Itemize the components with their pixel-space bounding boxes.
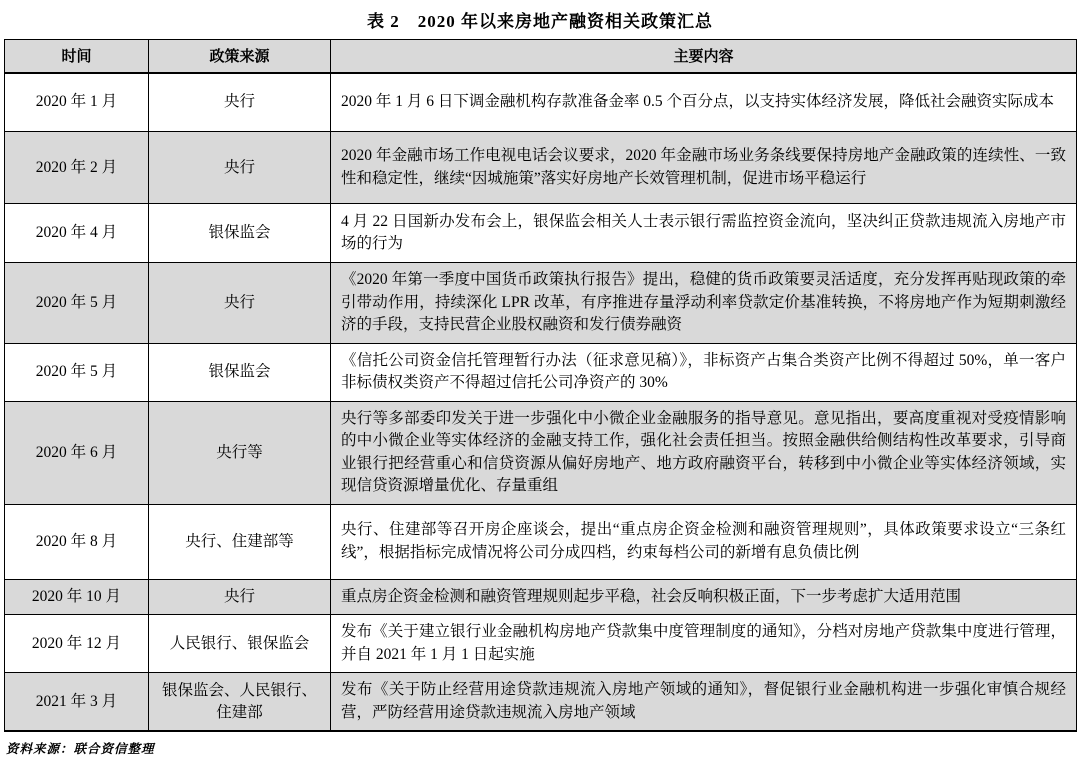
content-cell: 《信托公司资金信托管理暂行办法（征求意见稿）》，非标资产占集合类资产比例不得超过 50%，单一客户非标债权类资产不得超过信托公司净资产的 30% bbox=[331, 343, 1077, 401]
source-cell: 银保监会 bbox=[149, 204, 331, 263]
content-cell: 发布《关于防止经营用途贷款违规流入房地产领域的通知》，督促银行业金融机构进一步强化审慎合规经营，严防经营用途贷款违规流入房地产领域 bbox=[331, 673, 1077, 732]
time-cell: 2020 年 6 月 bbox=[5, 401, 149, 504]
source-cell: 央行 bbox=[149, 579, 331, 615]
source-cell: 央行、住建部等 bbox=[149, 504, 331, 579]
content-cell: 《2020 年第一季度中国货币政策执行报告》提出，稳健的货币政策要灵活适度，充分发挥再贴现政策的牵引带动作用，持续深化 LPR 改革，有序推进存量浮动利率贷款定价基准转换，不将房地产作为短期刺激经济的手段，支持民营企业股权融资和发行债券融资 bbox=[331, 263, 1077, 344]
time-cell: 2020 年 12 月 bbox=[5, 615, 149, 673]
table-row bbox=[5, 343, 1077, 401]
time-cell: 2020 年 4 月 bbox=[5, 204, 149, 263]
content-cell: 央行等多部委印发关于进一步强化中小微企业金融服务的指导意见。意见指出，要高度重视对受疫情影响的中小微企业等实体经济的金融支持工作，强化社会责任担当。按照金融供给侧结构性改革要求，引导商业银行把经营重心和信贷资源从偏好房地产、地方政府融资平台，转移到中小微企业等实体经济领域，实现信贷资源增量优化、存量重组 bbox=[331, 401, 1077, 504]
header-source: 政策来源 bbox=[149, 40, 331, 73]
policy-table bbox=[4, 39, 1077, 732]
source-cell: 人民银行、银保监会 bbox=[149, 615, 331, 673]
content-cell: 2020 年金融市场工作电视电话会议要求，2020 年金融市场业务条线要保持房地产金融政策的连续性、一致性和稳定性，继续“因城施策”落实好房地产长效管理机制，促进市场平稳运行 bbox=[331, 132, 1077, 204]
table-row bbox=[5, 579, 1077, 615]
table-row bbox=[5, 263, 1077, 344]
table-row bbox=[5, 73, 1077, 132]
table-row bbox=[5, 615, 1077, 673]
time-cell: 2020 年 5 月 bbox=[5, 263, 149, 344]
source-cell: 央行 bbox=[149, 73, 331, 132]
source-cell: 银保监会 bbox=[149, 343, 331, 401]
header-row bbox=[5, 40, 1077, 73]
time-cell: 2020 年 2 月 bbox=[5, 132, 149, 204]
table-row bbox=[5, 504, 1077, 579]
content-cell: 发布《关于建立银行业金融机构房地产贷款集中度管理制度的通知》，分档对房地产贷款集中度进行管理，并自 2021 年 1 月 1 日起实施 bbox=[331, 615, 1077, 673]
table-row bbox=[5, 401, 1077, 504]
time-cell: 2020 年 10 月 bbox=[5, 579, 149, 615]
table-row bbox=[5, 673, 1077, 732]
header-time: 时间 bbox=[5, 40, 149, 73]
content-cell: 重点房企资金检测和融资管理规则起步平稳，社会反响积极正面，下一步考虑扩大适用范围 bbox=[331, 579, 1077, 615]
content-cell: 4 月 22 日国新办发布会上，银保监会相关人士表示银行需监控资金流向，坚决纠正贷款违规流入房地产市场的行为 bbox=[331, 204, 1077, 263]
time-cell: 2021 年 3 月 bbox=[5, 673, 149, 732]
source-cell: 央行 bbox=[149, 132, 331, 204]
time-cell: 2020 年 8 月 bbox=[5, 504, 149, 579]
content-cell: 央行、住建部等召开房企座谈会，提出“重点房企资金检测和融资管理规则”，具体政策要求设立“三条红线”，根据指标完成情况将公司分成四档，约束每档公司的新增有息负债比例 bbox=[331, 504, 1077, 579]
table-row bbox=[5, 132, 1077, 204]
source-cell: 央行等 bbox=[149, 401, 331, 504]
table-body bbox=[5, 73, 1077, 732]
source-cell: 央行 bbox=[149, 263, 331, 344]
table-header bbox=[5, 40, 1077, 73]
content-cell: 2020 年 1 月 6 日下调金融机构存款准备金率 0.5 个百分点，以支持实体经济发展，降低社会融资实际成本 bbox=[331, 73, 1077, 132]
table-title: 表 2 2020 年以来房地产融资相关政策汇总 bbox=[367, 12, 713, 31]
header-content: 主要内容 bbox=[331, 40, 1077, 73]
time-cell: 2020 年 5 月 bbox=[5, 343, 149, 401]
source-cell: 银保监会、人民银行、住建部 bbox=[149, 673, 331, 732]
time-cell: 2020 年 1 月 bbox=[5, 73, 149, 132]
source-note: 资料来源：联合资信整理 bbox=[6, 742, 155, 756]
table-row bbox=[5, 204, 1077, 263]
